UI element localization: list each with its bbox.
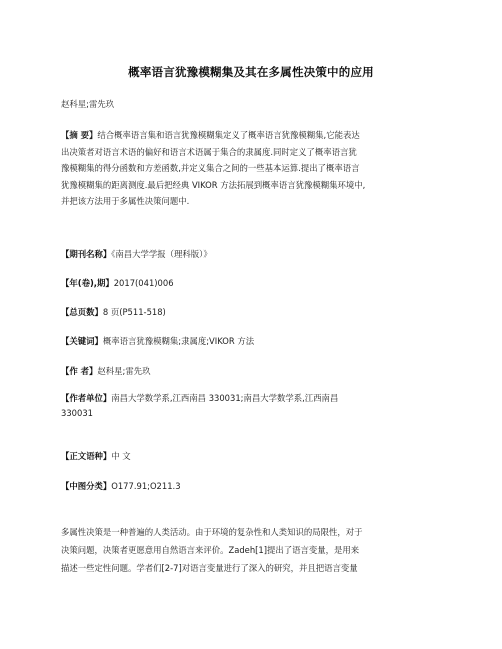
body-paragraph bbox=[61, 523, 451, 577]
abstract-line: 出决策者对语言术语的偏好和语言术语属于集合的隶属度.同时定义了概率语言犹 bbox=[61, 146, 357, 157]
pages-field bbox=[61, 305, 166, 319]
field-label: 【年(卷),期】 bbox=[61, 278, 114, 288]
body-line: 多属性决策是一种普遍的人类活动。由于环境的复杂性和人类知识的局限性，对于 bbox=[61, 527, 363, 537]
field-value: 赵科星;雷先玖 bbox=[97, 366, 151, 376]
year-field bbox=[61, 276, 174, 290]
field-value: O177.91;O211.3 bbox=[111, 481, 181, 491]
field-value: 8 页(P511-518) bbox=[102, 307, 166, 317]
affiliation-line bbox=[61, 391, 338, 406]
abstract-text: 结合概率语言集和语言犹豫模糊集定义了概率语言犹豫模糊集,它能表达 bbox=[97, 130, 360, 140]
abstract-line: 并把该方法用于多属性决策问题中. bbox=[61, 196, 190, 206]
field-value: 概率语言犹豫模糊集;隶属度;VIKOR 方法 bbox=[102, 336, 255, 346]
abstract-label: 【摘 要】 bbox=[61, 130, 98, 140]
abstract-line: 豫模糊集的得分函数和方差函数,并定义集合之间的一些基本运算.提出了概率语言 bbox=[61, 163, 360, 173]
field-value: 2017(041)006 bbox=[113, 278, 174, 288]
affiliation-line: 330031 bbox=[61, 408, 93, 418]
field-value: 南昌大学数学系,江西南昌 330031;南昌大学数学系,江西南昌 bbox=[111, 393, 339, 403]
abstract-line: 犹豫模糊集的距离测度.最后把经典 VIKOR 方法拓展到概率语言犹豫模糊集环境中, bbox=[61, 179, 366, 190]
body-line: 决策问题，决策者更愿意用自然语言来评价。Zadeh[1]提出了语言变量，是用来 bbox=[61, 545, 360, 555]
field-label: 【总页数】 bbox=[61, 307, 103, 317]
field-label: 【关键词】 bbox=[61, 336, 103, 346]
clc-field bbox=[61, 479, 181, 493]
paper-title: 概率语言犹豫模糊集及其在多属性决策中的应用 bbox=[128, 65, 374, 79]
language-field bbox=[61, 449, 131, 463]
affiliation-field bbox=[61, 391, 338, 421]
field-value: 中 文 bbox=[111, 451, 131, 461]
keywords-field bbox=[61, 334, 254, 348]
abstract-block bbox=[61, 127, 446, 210]
field-label: 【期刊名称】 bbox=[61, 249, 112, 259]
field-label: 【作 者】 bbox=[61, 366, 98, 376]
author-field bbox=[61, 364, 151, 378]
paper-authors: 赵科星;雷先玖 bbox=[61, 99, 115, 109]
journal-field bbox=[61, 247, 212, 261]
abstract-line bbox=[61, 127, 446, 144]
field-label: 【作者单位】 bbox=[61, 393, 112, 403]
field-label: 【中图分类】 bbox=[61, 481, 112, 491]
field-label: 【正文语种】 bbox=[61, 451, 112, 461]
field-value: 《南昌大学学报（理科版）》 bbox=[111, 249, 212, 259]
body-line: 描述一些定性问题。学者们[2-7]对语言变量进行了深入的研究，并且把语言变量 bbox=[61, 563, 358, 573]
